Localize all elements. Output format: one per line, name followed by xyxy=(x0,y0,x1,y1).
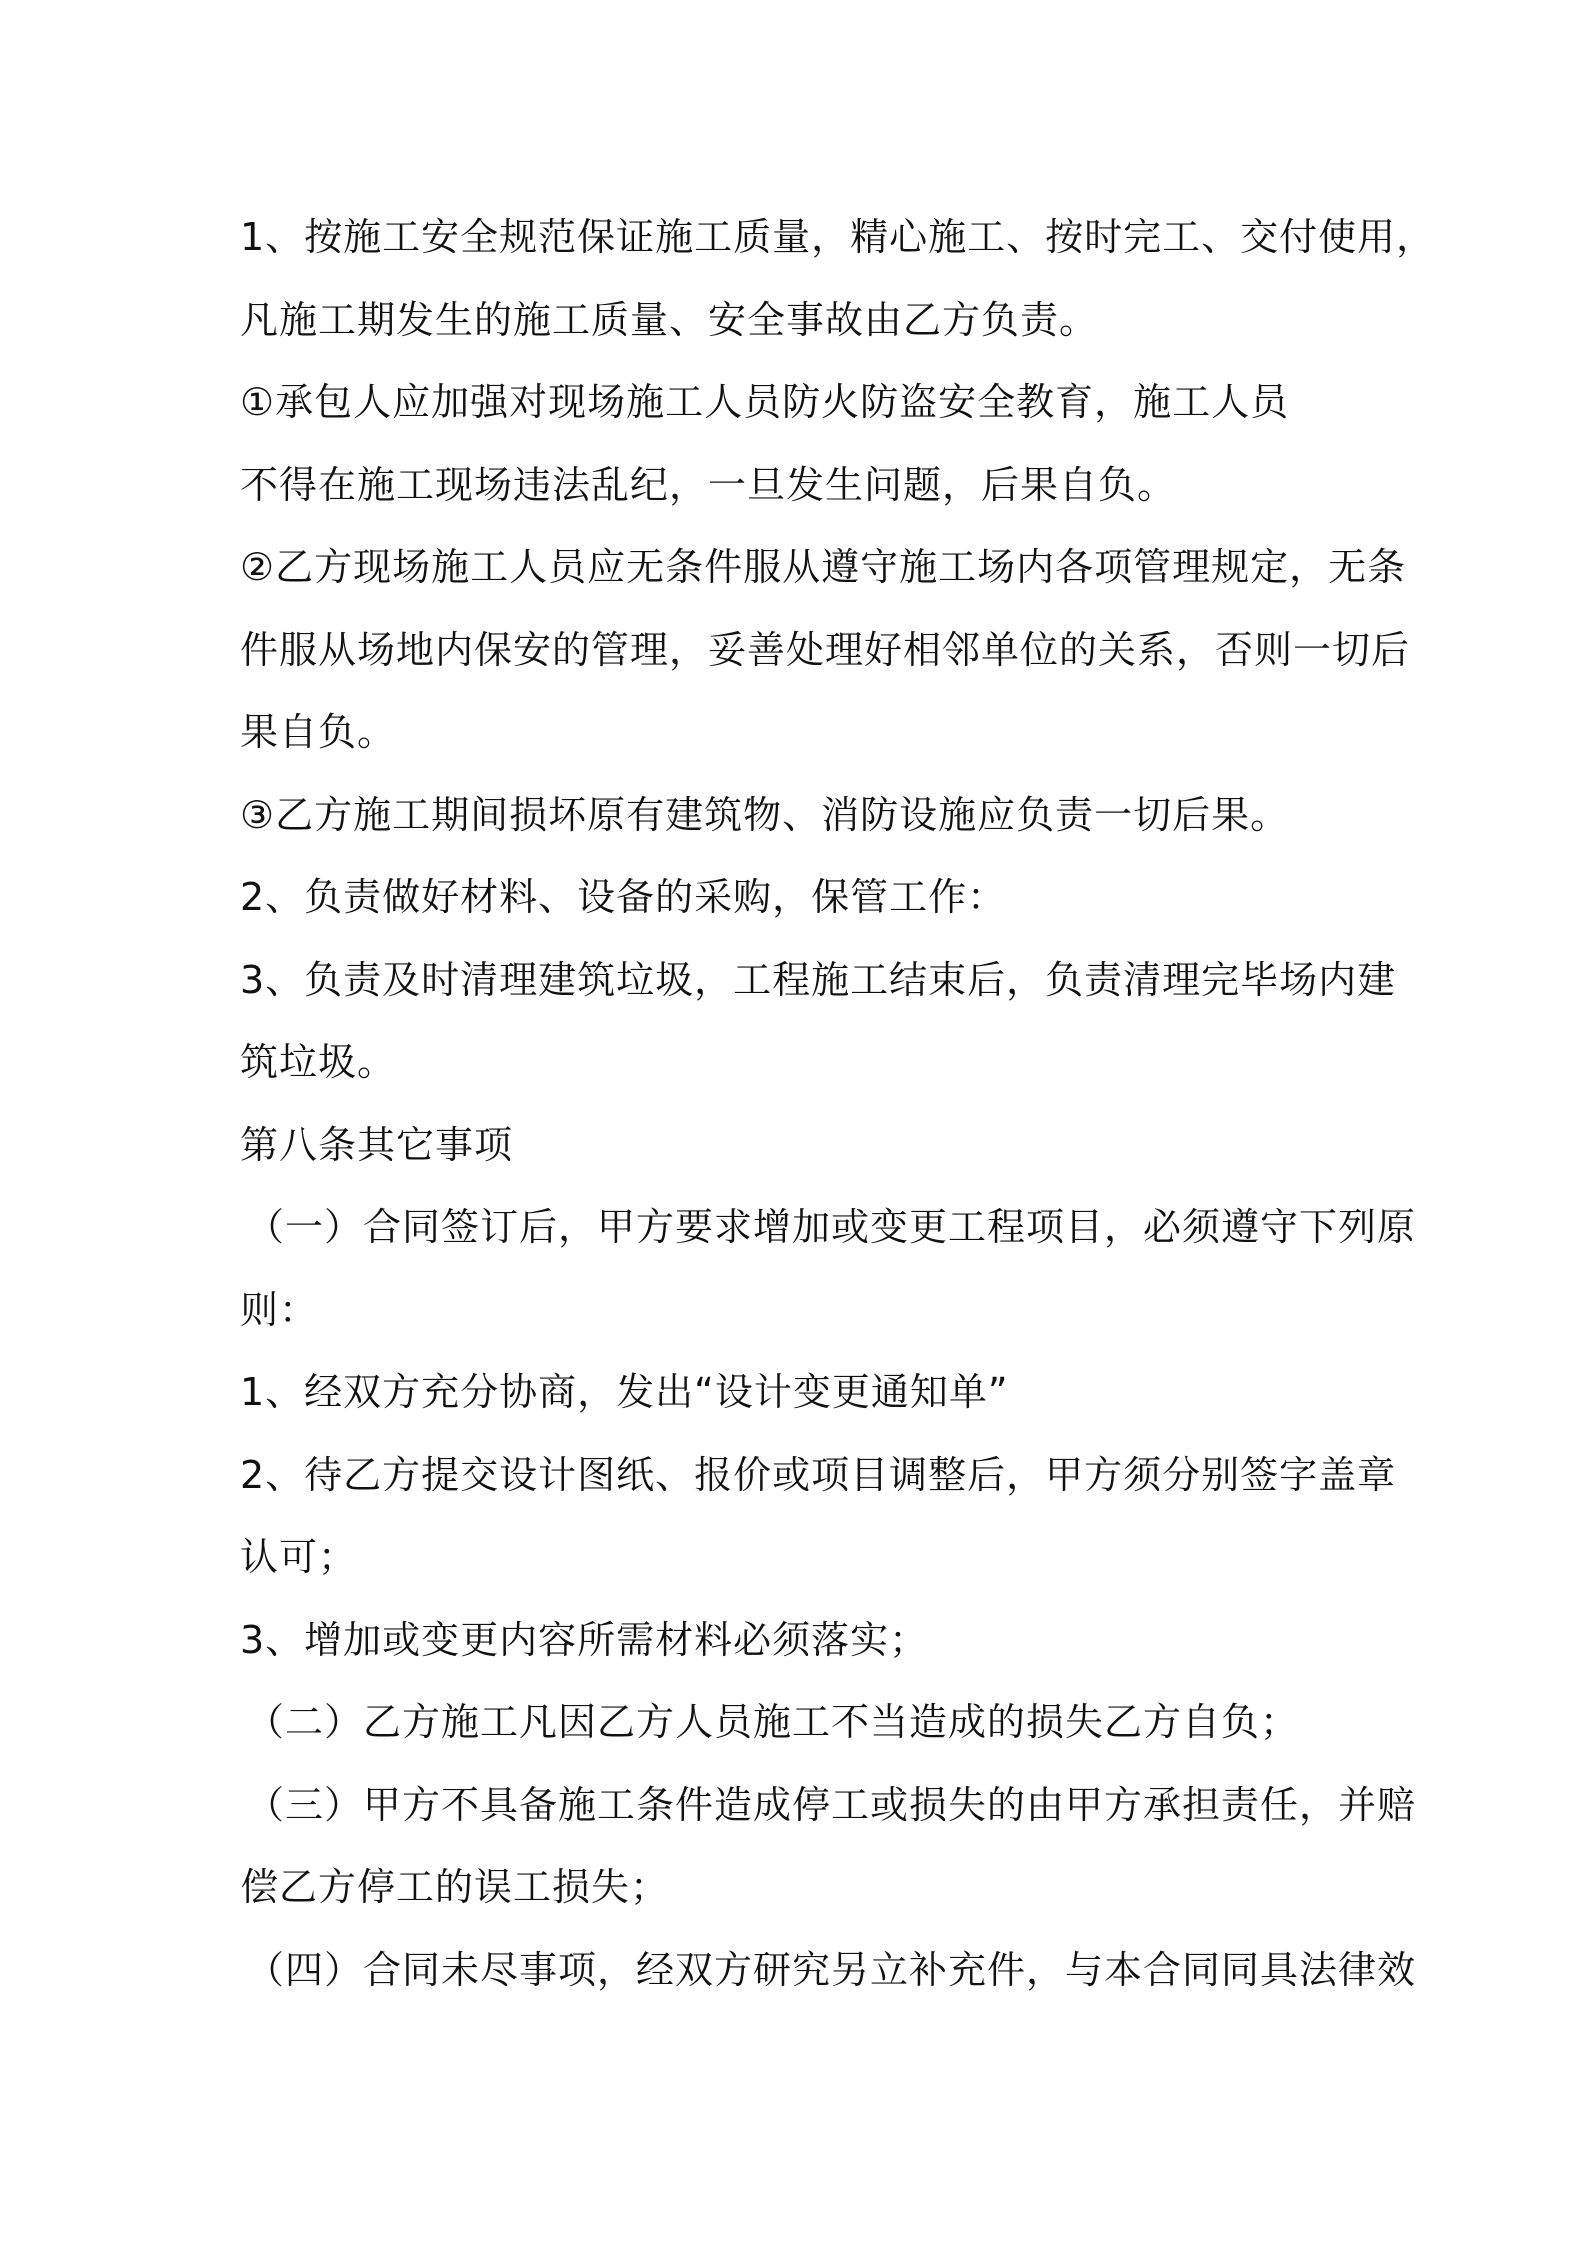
text-line: （四）合同未尽事项，经双方研究另立补充件，与本合同同具法律效 xyxy=(246,1947,1417,1992)
text-line: （一）合同签订后，甲方要求增加或变更工程项目，必须遵守下列原 xyxy=(246,1205,1417,1249)
document-body xyxy=(240,196,1436,2011)
text-line: 凡施工期发生的施工质量、安全事故由乙方负责。 xyxy=(240,297,1099,342)
text-line: ②乙方现场施工人员应无条件服从遵守施工场内各项管理规定，无条 xyxy=(240,545,1407,589)
section-heading: 第八条其它事项 xyxy=(240,1122,514,1167)
text-line: 件服从场地内保安的管理，妥善处理好相邻单位的关系，否则一切后 xyxy=(240,627,1411,672)
text-line: 1、按施工安全规范保证施工质量，精心施工、按时完工、交付使用， xyxy=(240,215,1436,259)
text-line: 2、待乙方提交设计图纸、报价或项目调整后，甲方须分别签字盖章 xyxy=(240,1452,1397,1497)
text-line: 筑垃圾。 xyxy=(240,1040,397,1084)
text-line: 2、负责做好材料、设备的采购，保管工作： xyxy=(240,875,1007,919)
text-line: 不得在施工现场违法乱纪，一旦发生问题，后果自负。 xyxy=(240,462,1177,507)
text-line: ①承包人应加强对现场施工人员防火防盗安全教育，施工人员 xyxy=(240,380,1290,424)
text-line: 1、经双方充分协商，发出“设计变更通知单” xyxy=(240,1370,1009,1414)
text-line: （三）甲方不具备施工条件造成停工或损失的由甲方承担责任，并赔 xyxy=(246,1782,1417,1827)
text-line: （二）乙方施工凡因乙方人员施工不当造成的损失乙方自负； xyxy=(246,1700,1300,1744)
text-line: ③乙方施工期间损坏原有建筑物、消防设施应负责一切后果。 xyxy=(240,792,1290,837)
text-line: 3、增加或变更内容所需材料必须落实； xyxy=(240,1617,929,1662)
text-line: 认可； xyxy=(240,1535,358,1579)
text-line: 偿乙方停工的误工损失； xyxy=(240,1865,670,1909)
text-line: 则： xyxy=(240,1287,319,1332)
text-line: 3、负责及时清理建筑垃圾，工程施工结束后，负责清理完毕场内建 xyxy=(240,957,1397,1002)
text-line: 果自负。 xyxy=(240,710,397,754)
